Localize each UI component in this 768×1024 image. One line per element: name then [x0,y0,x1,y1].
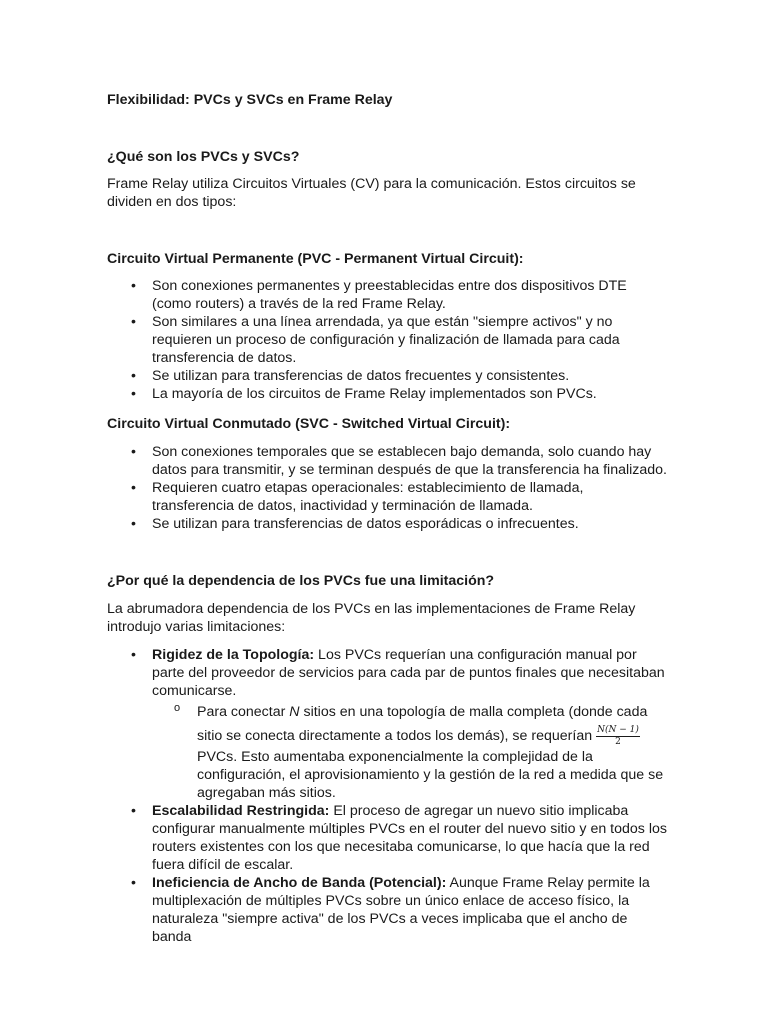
limitation-rigidity [107,646,667,802]
var-n: N [289,704,300,720]
bandwidth-text: Aunque Frame Relay permite la multiplexación de múltiples PVCs sobre un único enlace de acceso físico, la naturaleza "siempre activa" de los PVCs a veces implicaba que el ancho de banda [152,875,650,945]
limitation-bandwidth [107,874,667,946]
bandwidth-label: Ineficiencia de Ancho de Banda (Potencial): [152,875,447,891]
rigidity-label: Rigidez de la Topología: [152,647,315,663]
sub-text-3: PVCs. Esto aumentaba exponencialmente la complejidad de la configuración, el aprovisionamiento y la gestión de la red a medida que se agregaban más sitios. [197,749,664,801]
formula-fraction [596,725,640,748]
intro-paragraph: Frame Relay utiliza Circuitos Virtuales (CV) para la comunicación. Estos circuitos se dividen en dos tipos: [107,176,636,210]
scalability-text: El proceso de agregar un nuevo sitio implicaba configurar manualmente múltiples PVCs en el router del nuevo sitio y en todos los routers existentes con los que necesitaba comunicarse, lo que hacía que la red fuera difícil de escalar. [152,803,667,873]
svc-item-2: • Requieren cuatro etapas operacionales: establecimiento de llamada, transferencia de datos, inactividad y terminación de llamada. [107,479,667,515]
sub-text-2: sitios en una topología de malla completa (donde cada sitio se conecta directamente a todos los demás), se requerían [197,704,648,744]
limitations-list [107,646,667,946]
rigidity-text: Los PVCs requerían una configuración manual por parte del proveedor de servicios para cada par de puntos finales que necesitaban comunicarse. [152,647,665,699]
pvc-item-4: • La mayoría de los circuitos de Frame Relay implementados son PVCs. [107,385,667,403]
rigidity-sublist [152,700,667,802]
svc-heading: Circuito Virtual Conmutado (SVC - Switched Virtual Circuit): [107,416,511,432]
svc-item-3: • Se utilizan para transferencias de datos esporádicas o infrecuentes. [107,515,667,533]
section-heading-limitation: ¿Por qué la dependencia de los PVCs fue una limitación? [107,573,495,589]
fraction-denominator: 2 [615,736,621,747]
pvc-item-2: • Son similares a una línea arrendada, ya que están "siempre activos" y no requieren un proceso de configuración y finalización de llamada para cada transferencia de datos. [107,313,667,367]
pvc-list [107,277,667,403]
pvc-item-3: • Se utilizan para transferencias de datos frecuentes y consistentes. [107,367,667,385]
pvc-item-1: • Son conexiones permanentes y preestablecidas entre dos dispositivos DTE (como routers) a través de la red Frame Relay. [107,277,667,313]
limitation-intro: La abrumadora dependencia de los PVCs en las implementaciones de Frame Relay introdujo varias limitaciones: [107,601,636,635]
pvc-heading: Circuito Virtual Permanente (PVC - Permanent Virtual Circuit): [107,251,524,267]
limitation-scalability [107,802,667,874]
document-title: Flexibilidad: PVCs y SVCs en Frame Relay [107,92,393,108]
fraction-numerator: N(N − 1) [597,724,639,735]
section-heading-what-are: ¿Qué son los PVCs y SVCs? [107,149,300,165]
svc-list [107,443,667,533]
sub-text-1: Para conectar [197,704,290,720]
svc-item-1: • Son conexiones temporales que se establecen bajo demanda, solo cuando hay datos para transmitir, y se terminan después de que la transferencia ha finalizado. [107,443,667,479]
scalability-label: Escalabilidad Restringida: [152,803,330,819]
rigidity-subitem [152,700,667,802]
